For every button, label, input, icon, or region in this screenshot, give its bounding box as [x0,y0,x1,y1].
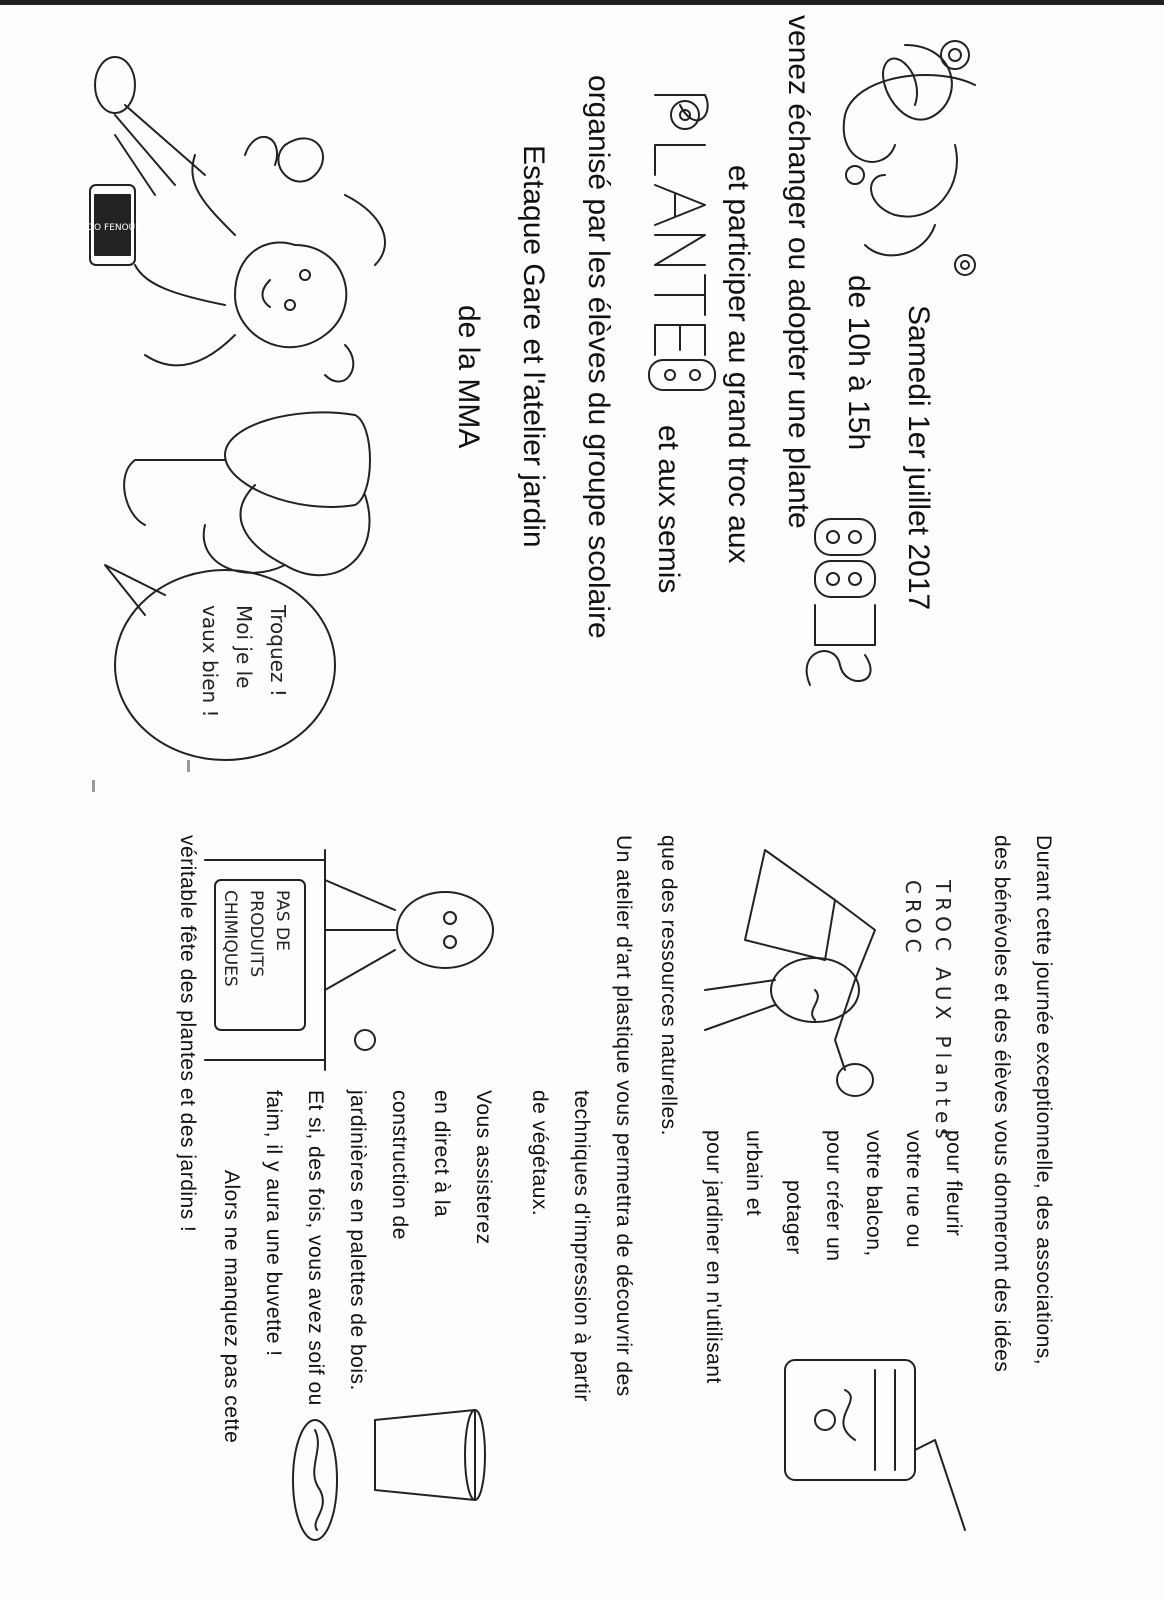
plantes-word [694,115,695,120]
flyer-front [55,15,1055,775]
flyer-back [55,820,1055,1580]
p2-line-2: techniques d'impression à partir [570,1090,593,1402]
speech-bubble-text: Troquez ! Moi je le vaux bien ! [198,605,290,718]
semis-word [854,575,855,578]
p1-line-6: pour créer un [822,1130,845,1262]
troc-line: et participer au grand troc aux [722,165,755,564]
p1-line-3: pour fleurir [942,1130,965,1237]
p3-line-3: construction de [388,1090,411,1240]
mma-line: de la MMA [452,305,485,449]
p1-line-1: Durant cette journée exceptionnelle, des associations, [1032,835,1055,1366]
p3-line-1: Vous assisterez [472,1090,495,1245]
semis-word-doodle [795,515,885,695]
fete-title-doodle [825,25,995,285]
sign-troc: TROC AUX Plantes [931,880,955,1144]
fete-title [954,75,955,77]
p1-line-10: que des ressources naturelles. [657,835,680,1136]
p4-line-1: Et si, des fois, vous avez soif ou [304,1090,327,1406]
p1-line-9: pour jardiner en n'utilisant [702,1130,725,1384]
exchange-line: venez échanger ou adopter une plante [782,15,815,529]
organised-line: organisé par les élèves du groupe scolaire [582,75,615,639]
jar-label: DO FENOUIL [87,222,143,233]
p3-line-4: jardinières en palettes de bois. [346,1090,369,1391]
p3-line-2: en direct à la [430,1090,453,1218]
semis-line: et aux semis [652,425,685,594]
p1-line-7: potager [782,1180,805,1255]
date-line: Samedi 1er juillet 2017 [902,305,935,611]
fold-mark [92,780,95,792]
p4-line-4: véritable fête des plantes et des jardins ! [176,835,199,1233]
p1-line-5: votre balcon, [862,1130,885,1257]
p1-line-2: des bénévoles et des élèves vous donneront des idées [990,835,1013,1373]
paint-jar-illustration [765,1340,975,1540]
p1-line-4: votre rue ou [902,1130,925,1249]
p2-line-3: de végétaux. [528,1090,551,1217]
p1-line-8: urbain et [742,1130,765,1217]
plantes-word-doodle [625,75,725,395]
p4-line-3: Alors ne manquez pas cette [220,1170,243,1444]
scan-edge [0,0,1164,5]
p4-line-2: faim, il y aura une buvette ! [262,1090,285,1357]
sign-croc: CROC [901,880,925,958]
time-line: de 10h à 15h [842,275,875,451]
estaque-line: Estaque Gare et l'atelier jardin [517,145,550,548]
drink-food-illustration [275,1390,495,1560]
p2-line-1: Un atelier d'art plastique vous permettra de découvrir des [612,835,635,1397]
sign-chem: PAS DE PRODUITS CHIMIQUES [220,890,292,987]
